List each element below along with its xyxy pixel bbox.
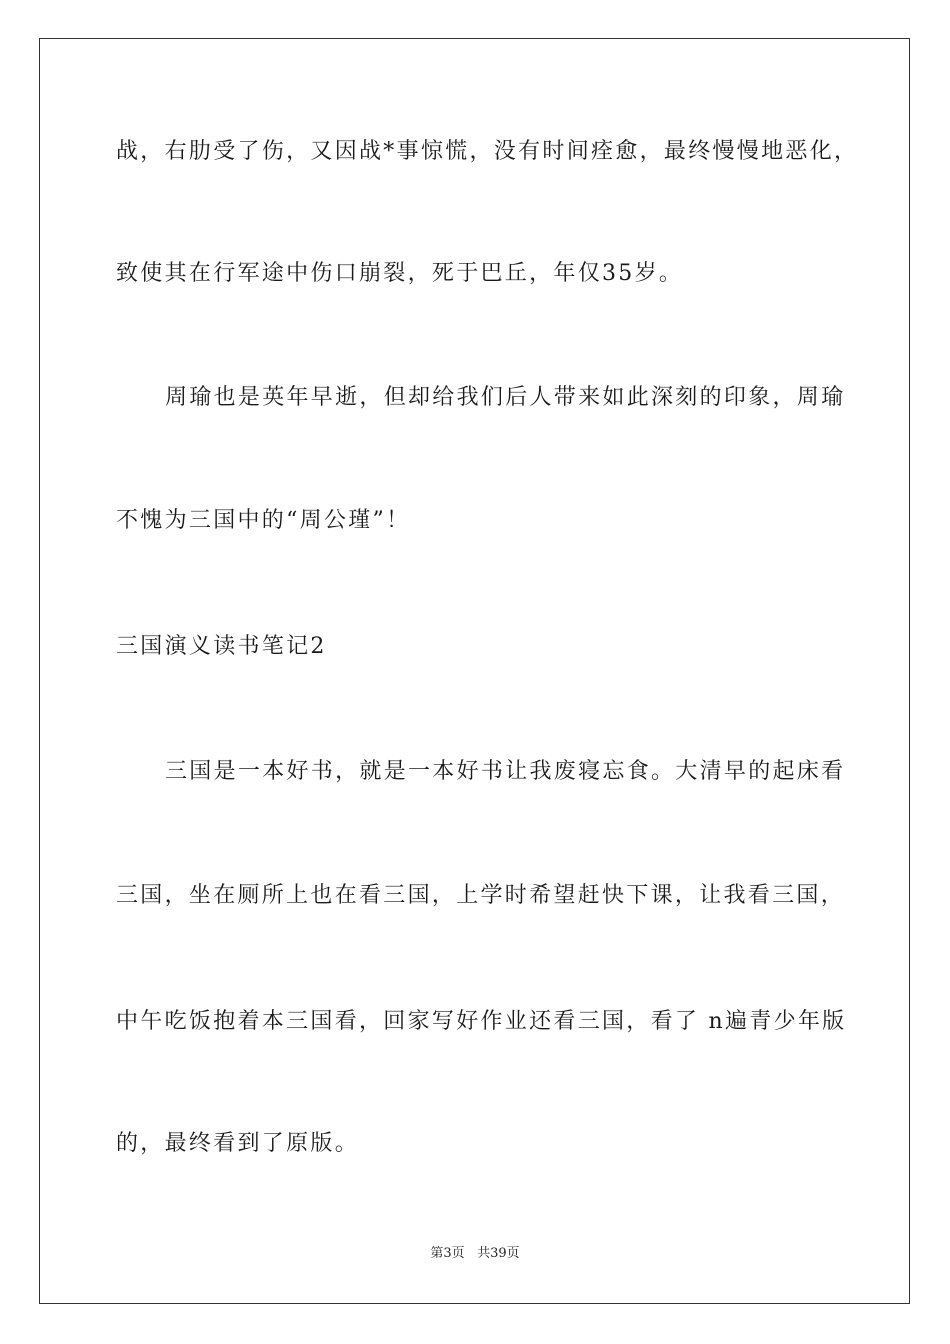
page-border xyxy=(39,38,910,1304)
body-line-8: 中午吃饭抱着本三国看，回家写好作业还看三国，看了 n遍青少年版 xyxy=(116,1009,847,1034)
page-footer xyxy=(0,1245,950,1263)
total-pages: 共39页 xyxy=(477,1246,520,1261)
body-line-9: 的，最终看到了原版。 xyxy=(116,1131,360,1156)
body-line-1: 战，右肋受了伤，又因战*事惊慌，没有时间痊愈，最终慢慢地恶化， xyxy=(116,139,859,164)
page-number: 第3页 xyxy=(430,1246,465,1261)
body-line-4: 不愧为三国中的“周公瑾”！ xyxy=(116,508,411,533)
section-heading: 三国演义读书笔记2 xyxy=(116,634,327,659)
paragraph-start-line-6: 三国是一本好书，就是一本好书让我废寝忘食。大清早的起床看 xyxy=(165,759,846,784)
body-line-7: 三国，坐在厕所上也在看三国，上学时希望赶快下课，让我看三国， xyxy=(116,883,846,908)
paragraph-start-line-3: 周瑜也是英年早逝，但却给我们后人带来如此深刻的印象，周瑜 xyxy=(165,385,846,410)
body-line-2: 致使其在行军途中伤口崩裂，死于巴丘，年仅35岁。 xyxy=(116,261,684,286)
